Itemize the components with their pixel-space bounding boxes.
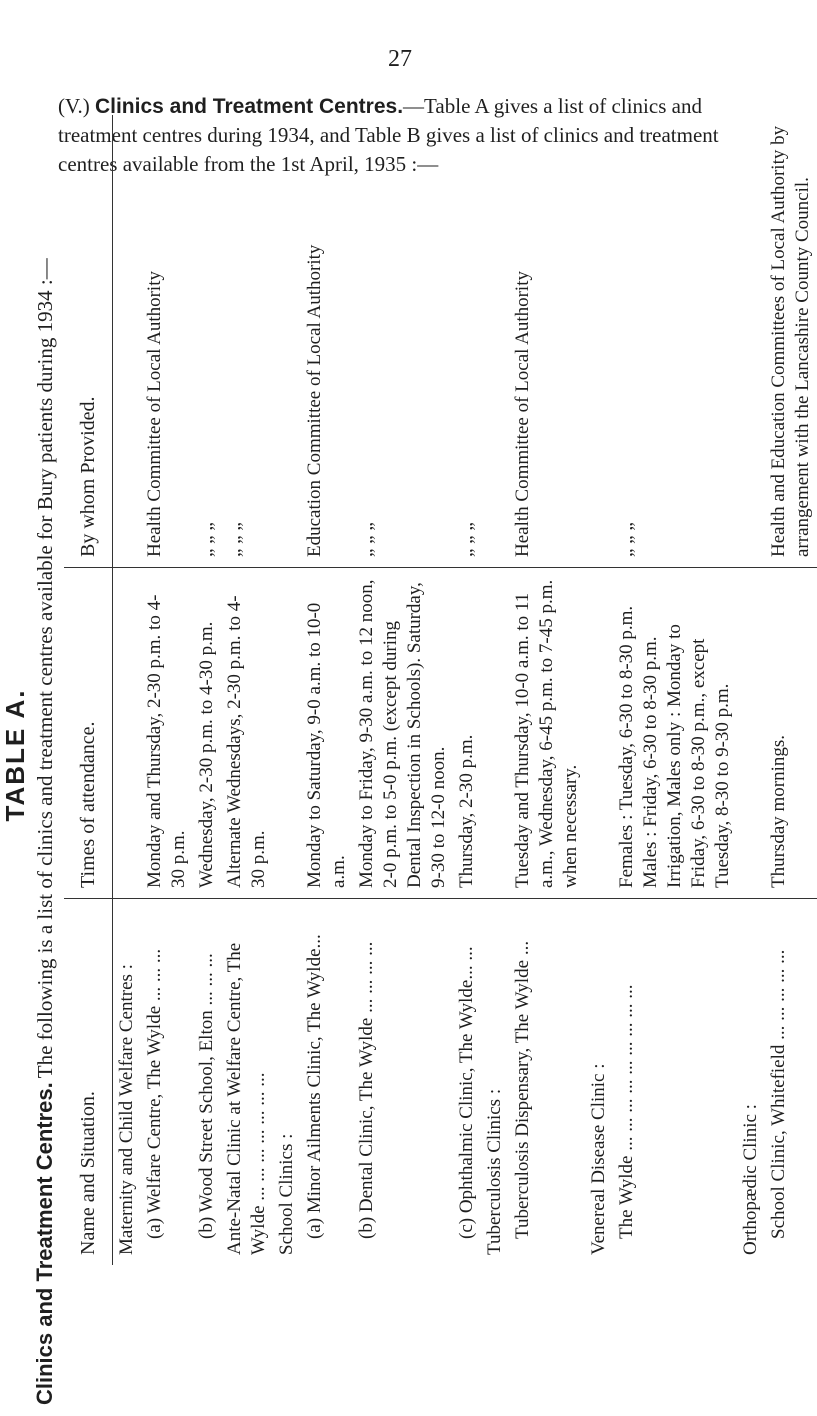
cell-provider: „ „ „ [221,115,273,568]
cell-times: Monday to Friday, 9-30 a.m. to 12 noon, 2-0 p.m. to 5-0 p.m. (except during Dental Inspection in Schools). Saturday, 9-30 to 12-0 noon. [353,568,453,899]
cell-name: Tuberculosis Dispensary, The Wylde ... [512,940,533,1239]
cell-name: (c) Ophthalmic Clinic, The Wylde... ... [456,946,477,1239]
cell-name: Maternity and Child Welfare Centres : [116,964,137,1255]
table-subtitle-text: The following is a list of clinics and treatment centres available for Bury patients during 1934 :— [33,258,57,1079]
table-body [113,115,817,1265]
section-marker: (V.) [58,94,90,118]
cell-provider: „ „ „ [193,115,221,568]
cell-name: School Clinic, Whitefield ... ... ... ... ... [768,949,789,1239]
cell-name: Tuberculosis Clinics : [484,1088,505,1255]
table-row [481,115,509,1265]
table-label: TABLE A. [0,688,30,822]
cell-times: Females : Tuesday, 6-30 to 8-30 p.m. Males : Friday, 6-30 to 8-30 p.m. Irrigation, Males only : Monday to Friday, 6-30 to 8-30 p.m., except Tuesday, 8-30 to 9-30 p.m. [613,568,737,899]
table-row [193,115,221,1265]
cell-provider [273,115,301,568]
section-heading: Clinics and Treatment Centres. [94,95,404,118]
table-row [737,115,765,1265]
cell-provider [585,115,613,568]
cell-name: The Wylde ... ... ... ... ... ... ... ... ... [616,984,637,1239]
table-row [585,115,613,1265]
cell-times [481,568,509,899]
cell-provider: Education Committee of Local Authority [301,115,353,568]
cell-times: Monday and Thursday, 2-30 p.m. to 4-30 p.m. [141,568,193,899]
table-row [765,115,817,1265]
page-number: 27 [388,46,412,72]
intro-text: —Table A gives a list of clinics and treatment centres during 1934, and Table B gives a list of clinics and treatment centres available from the 1st April, 1935 :— [58,94,719,176]
cell-provider: „ „ „ [613,115,737,568]
table-heading: Clinics and Treatment Centres. [32,1082,57,1405]
cell-times: Thursday mornings. [765,568,817,899]
cell-name: Ante-Natal Clinic at Welfare Centre, The Wylde ... ... ... ... ... ... ... [224,942,269,1255]
cell-times: Wednesday, 2-30 p.m. to 4-30 p.m. [193,568,221,899]
cell-name: (a) Minor Ailments Clinic, The Wylde... [304,934,325,1239]
cell-times: Alternate Wednesdays, 2-30 p.m. to 4-30 p.m. [221,568,273,899]
cell-name: Orthopædic Clinic : [740,1104,761,1255]
cell-provider: Health Committee of Local Authority [509,115,585,568]
table-row [509,115,585,1265]
table-row [113,115,142,1265]
table-row [353,115,453,1265]
cell-name: (a) Welfare Centre, The Wylde ... ... ... [144,948,165,1239]
cell-times: Tuesday and Thursday, 10-0 a.m. to 11 a.m., Wednesday, 6-45 p.m. to 7-45 p.m. when necessary. [509,568,585,899]
cell-times [737,568,765,899]
col-header-times: Times of attendance. [64,568,113,899]
table-subtitle [32,258,58,1405]
col-header-name: Name and Situation. [64,899,113,1266]
cell-times: Thursday, 2-30 p.m. [453,568,481,899]
table-row [141,115,193,1265]
cell-times: Monday to Saturday, 9-0 a.m. to 10-0 a.m. [301,568,353,899]
table-row [613,115,737,1265]
table-row [301,115,353,1265]
clinics-table [64,115,817,1265]
table-row [273,115,301,1265]
cell-provider: Health and Education Committees of Local Authority by arrangement with the Lancashire County Council. [765,115,817,568]
cell-provider [113,115,142,568]
cell-provider [481,115,509,568]
cell-name: Venereal Disease Clinic : [588,1063,609,1255]
cell-provider [737,115,765,568]
cell-name: (b) Wood Street School, Elton ... ... ... [196,953,217,1239]
cell-provider: „ „ „ [453,115,481,568]
cell-name: (b) Dental Clinic, The Wylde ... ... ... ... [356,941,377,1239]
col-header-provider: By whom Provided. [64,115,113,568]
cell-times [273,568,301,899]
cell-provider: „ „ „ [353,115,453,568]
table-row [221,115,273,1265]
table-header-row [64,115,113,1265]
cell-times [585,568,613,899]
cell-provider: Health Committee of Local Authority [141,115,193,568]
rotated-table-area [0,105,813,1405]
cell-name: School Clinics : [276,1133,297,1255]
table-row [453,115,481,1265]
cell-times [113,568,142,899]
